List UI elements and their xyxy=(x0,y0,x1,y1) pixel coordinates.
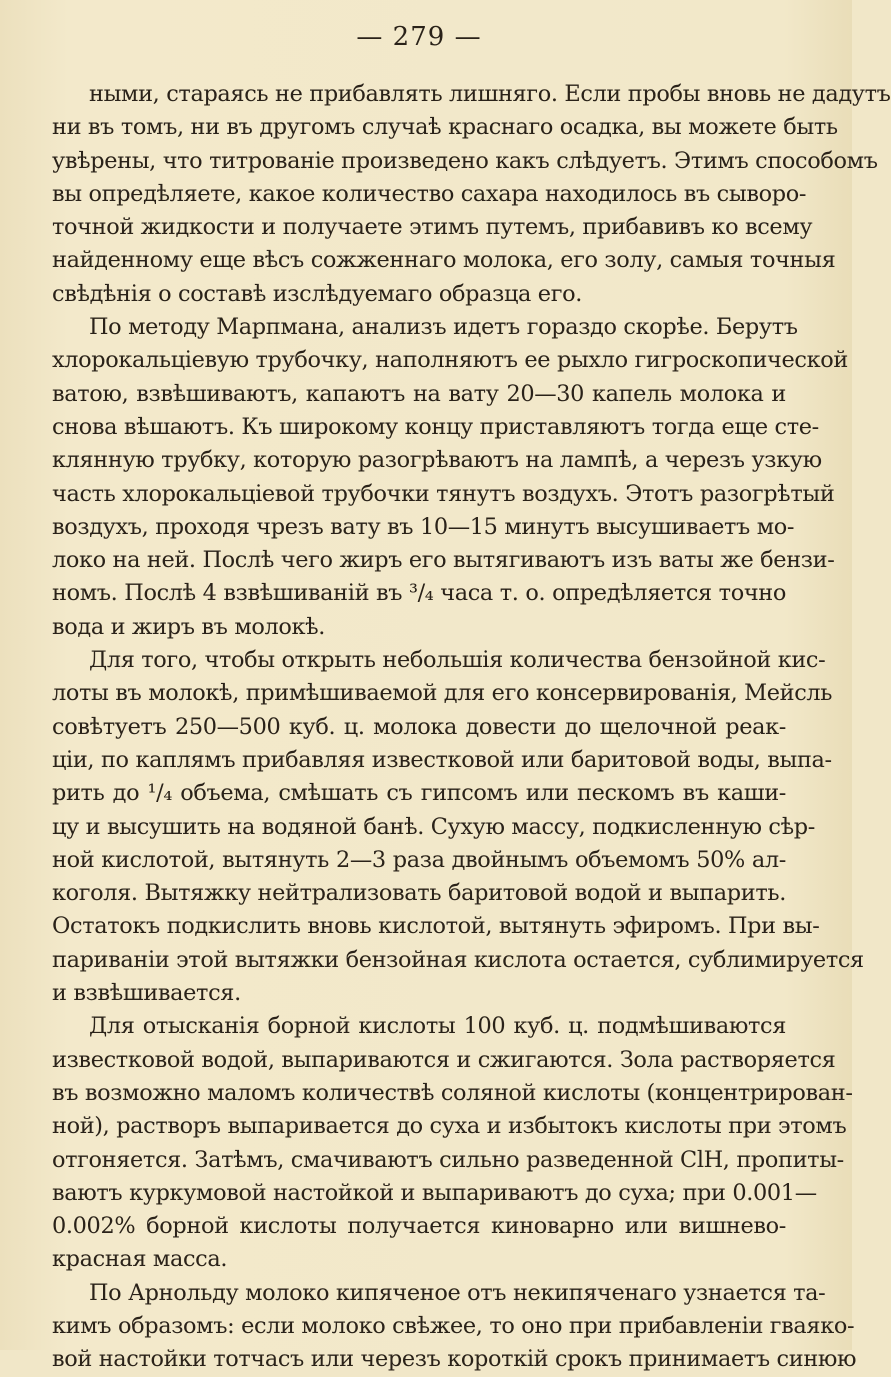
text-line: номъ. Послѣ 4 взвѣшиваній въ ³/₄ часа т. о. опредѣляется точно xyxy=(52,580,786,607)
paragraph xyxy=(52,78,891,311)
text-line: совѣтуетъ 250—500 куб. ц. молока довести до щелочной реак- xyxy=(52,713,786,740)
text-line: Остатокъ подкислить вновь кислотой, вытянуть эфиромъ. При вы- xyxy=(52,913,820,940)
text-line: и взвѣшивается. xyxy=(52,980,241,1007)
text-line: клянную трубку, которую разогрѣваютъ на лампѣ, а черезъ узкую xyxy=(52,447,822,474)
text-line: ной), растворъ выпаривается до суха и избытокъ кислоты при этомъ xyxy=(52,1113,847,1140)
text-line: хлорокальціевую трубочку, наполняютъ ее рыхло гигроскопической xyxy=(52,347,848,374)
text-line: ціи, по каплямъ прибавляя известковой или баритовой воды, выпа- xyxy=(52,746,832,773)
text-line: ваютъ куркумовой настойкой и выпариваютъ до суха; при 0.001— xyxy=(52,1179,817,1206)
text-line: часть хлорокальціевой трубочки тянутъ воздухъ. Этотъ разогрѣтый xyxy=(52,480,835,507)
text-line: локо на ней. Послѣ чего жиръ его вытягиваютъ изъ ваты же бензи- xyxy=(52,547,835,574)
text-line: ватою, взвѣшиваютъ, капаютъ на вату 20—30 капель молока и xyxy=(52,380,786,407)
text-line: отгоняется. Затѣмъ, смачиваютъ сильно разведенной ClH, пропиты- xyxy=(52,1146,844,1173)
paragraph xyxy=(52,1277,857,1377)
paragraph xyxy=(52,1010,853,1276)
text-line: ной кислотой, вытянуть 2—3 раза двойнымъ объемомъ 50% ал- xyxy=(52,846,786,873)
text-line: париваніи этой вытяжки бензойная кислота остается, сублимируется xyxy=(52,946,864,973)
text-line: кимъ образомъ: если молоко свѣжее, то оно при прибавленіи гваяко- xyxy=(52,1312,855,1339)
text-line: 0.002% борной кислоты получается киноварно или вишнево- xyxy=(52,1213,786,1240)
paragraph xyxy=(52,311,848,644)
paragraph xyxy=(52,644,864,1010)
page-number: — 279 — xyxy=(356,22,482,52)
text-line: рить до ¹/₄ объема, смѣшать съ гипсомъ или пескомъ въ каши- xyxy=(52,780,786,807)
text-line: коголя. Вытяжку нейтрализовать баритовой водой и выпарить. xyxy=(52,880,786,907)
text-line: найденному еще вѣсъ сожженнаго молока, его золу, самыя точныя xyxy=(52,247,836,274)
text-line: ными, стараясь не прибавлять лишняго. Если пробы вновь не дадутъ xyxy=(89,81,891,107)
text-line: лоты въ молокѣ, примѣшиваемой для его консервированія, Мейсль xyxy=(52,680,833,707)
text-line: точной жидкости и получаете этимъ путемъ, прибавивъ ко всему xyxy=(52,214,813,241)
text-line: известковой водой, выпариваются и сжигаются. Зола растворяется xyxy=(52,1046,836,1073)
text-line: Для отысканія борной кислоты 100 куб. ц. подмѣшиваются xyxy=(89,1013,786,1040)
body-text xyxy=(52,78,891,1377)
text-line: По методу Марпмана, анализъ идетъ гораздо скорѣе. Берутъ xyxy=(89,314,798,341)
text-line: воздухъ, проходя чрезъ вату въ 10—15 минутъ высушиваетъ мо- xyxy=(52,513,795,540)
text-line: Для того, чтобы открыть небольшія количества бензойной кис- xyxy=(89,647,826,674)
text-line: въ возможно маломъ количествѣ соляной кислоты (концентрирован- xyxy=(52,1079,853,1106)
text-line: снова вѣшаютъ. Къ широкому концу приставляютъ тогда еще сте- xyxy=(52,413,819,440)
text-line: вода и жиръ въ молокѣ. xyxy=(52,613,326,640)
text-line: ни въ томъ, ни въ другомъ случаѣ краснаго осадка, вы можете быть xyxy=(52,114,838,141)
text-line: вы опредѣляете, какое количество сахара находилось въ сыворо- xyxy=(52,180,807,207)
text-line: увѣрены, что титрованіе произведено какъ слѣдуетъ. Этимъ способомъ xyxy=(52,147,878,174)
text-line: вой настойки тотчасъ или черезъ короткій срокъ принимаетъ синюю xyxy=(52,1346,857,1373)
text-line: цу и высушить на водяной банѣ. Сухую массу, подкисленную сѣр- xyxy=(52,813,815,840)
text-line: По Арнольду молоко кипяченое отъ некипяченаго узнается та- xyxy=(89,1279,826,1306)
text-line: красная масса. xyxy=(52,1246,228,1273)
text-line: свѣдѣнія о составѣ изслѣдуемаго образца его. xyxy=(52,280,582,307)
